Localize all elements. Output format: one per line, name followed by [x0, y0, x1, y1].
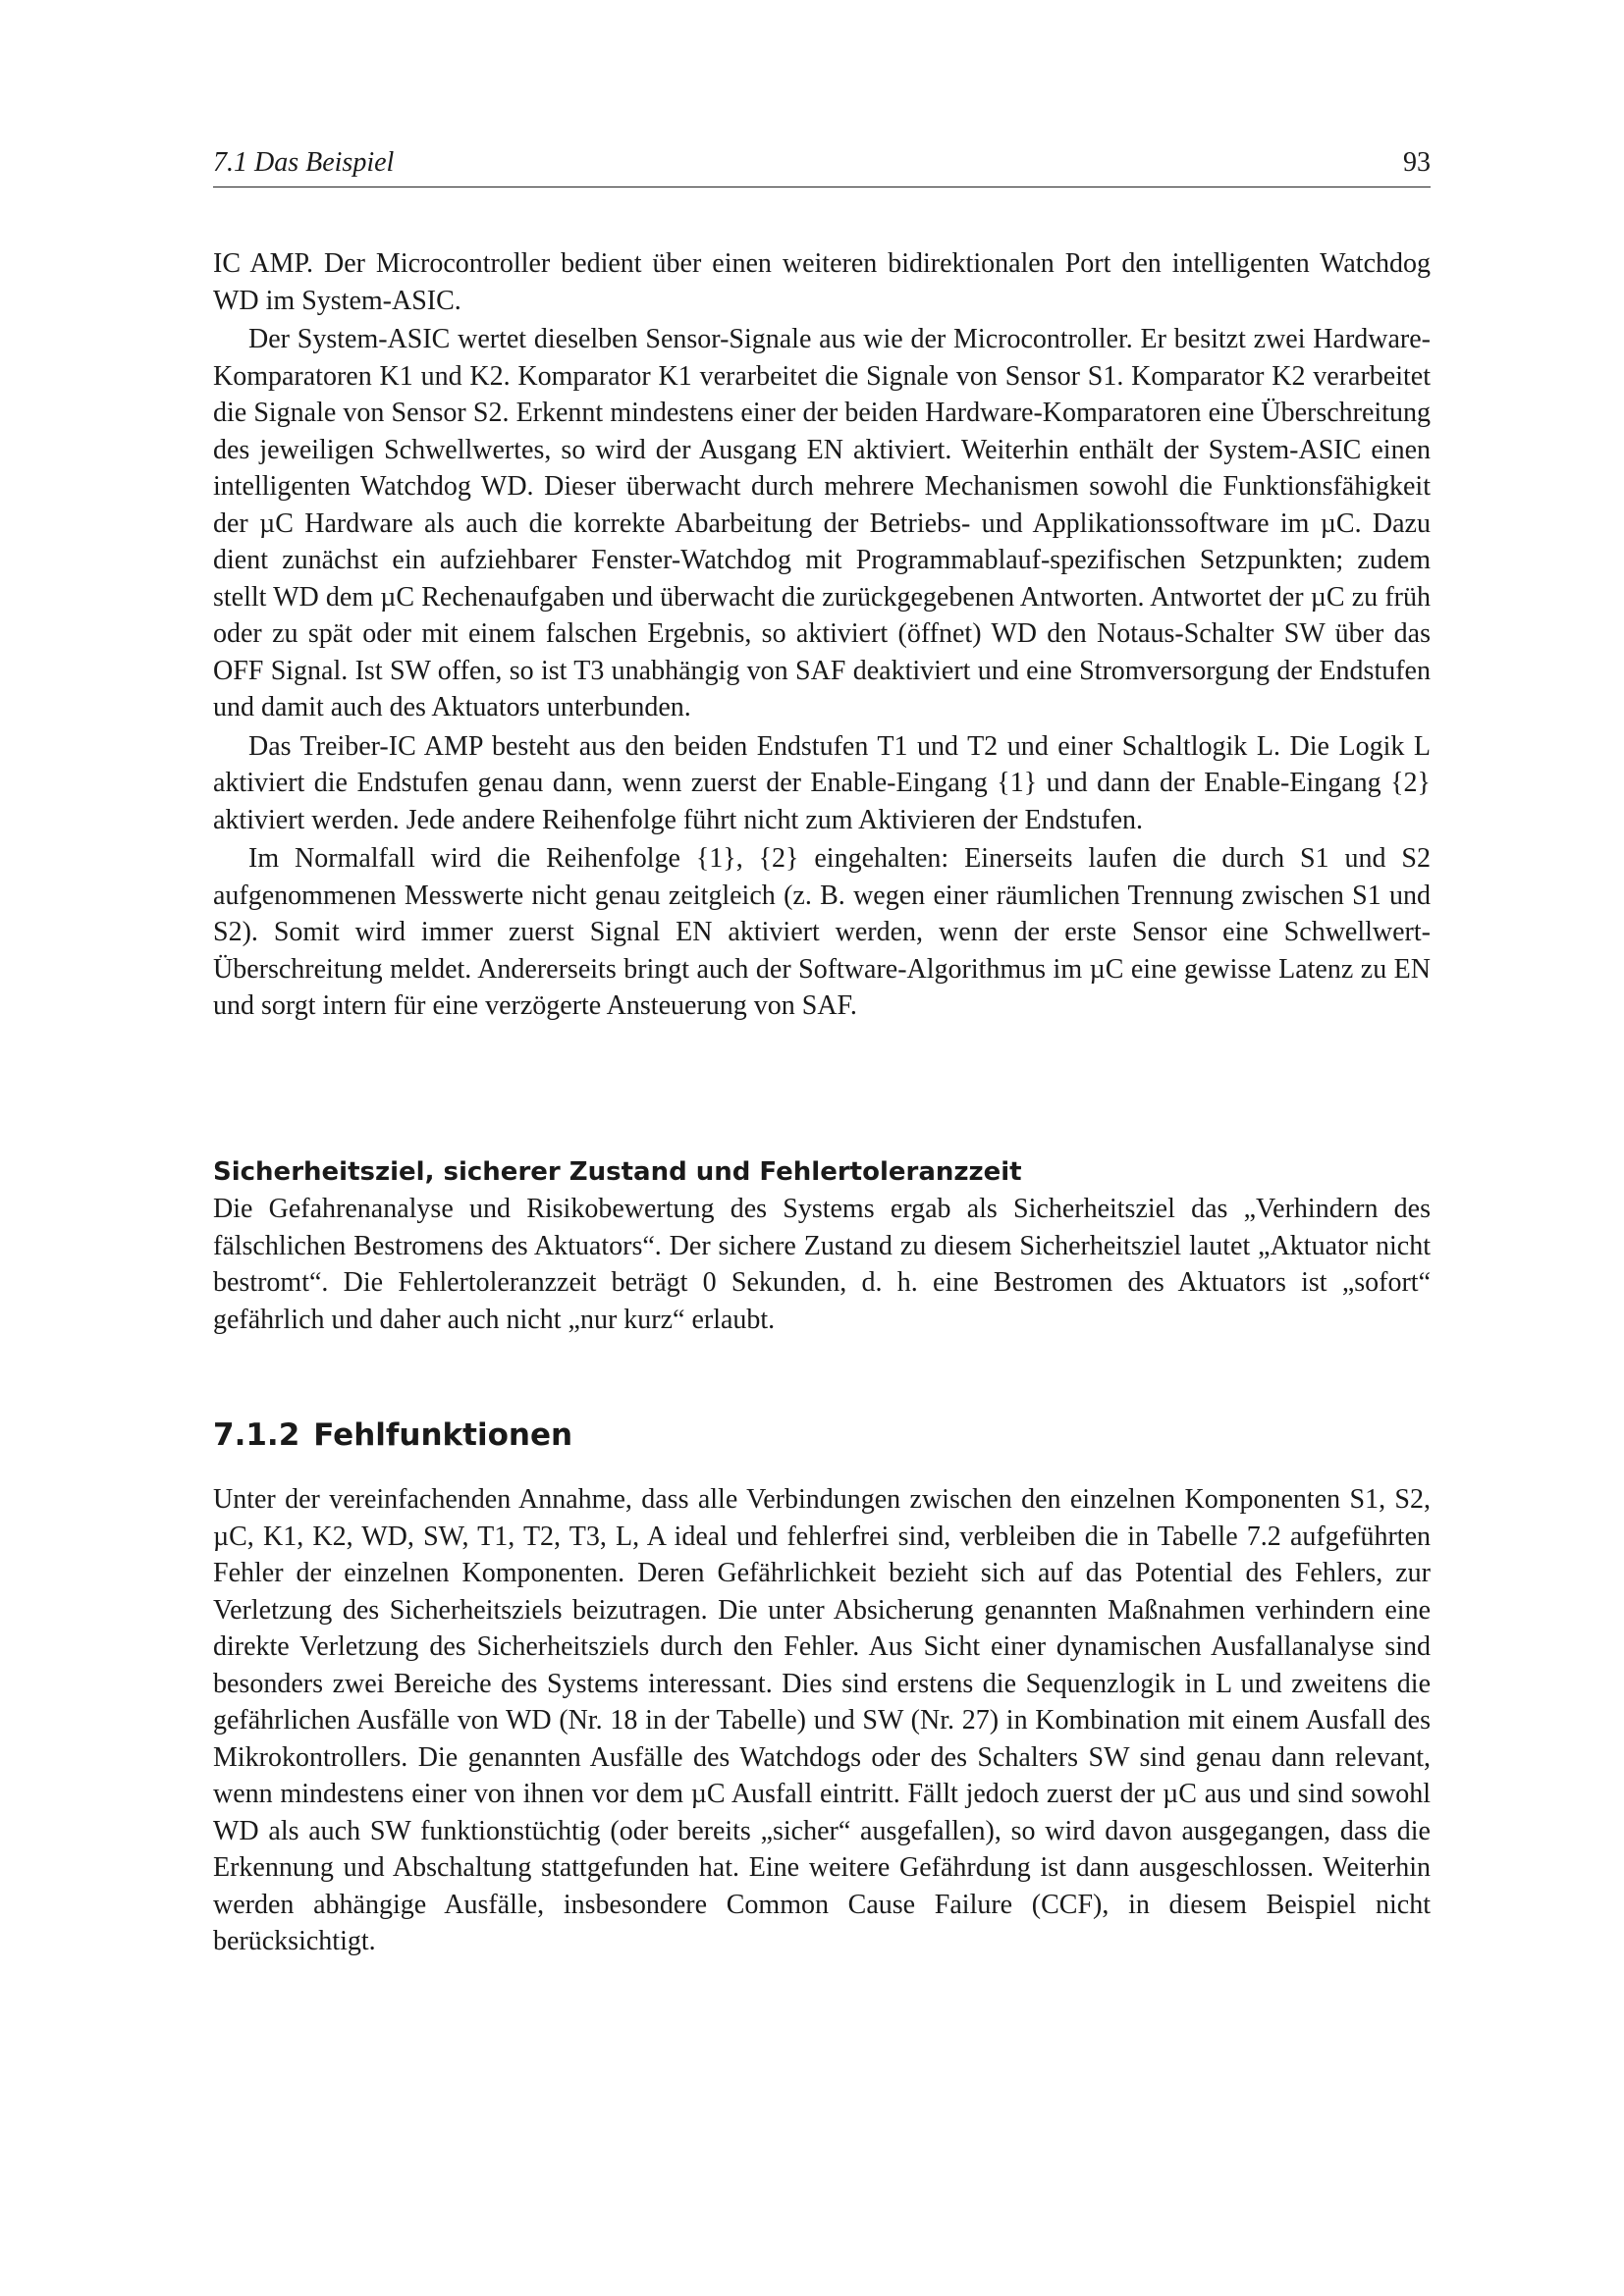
- running-head: [213, 147, 1431, 187]
- body-block-1: [213, 245, 1431, 1025]
- body-block-3: [213, 1481, 1431, 1960]
- section-title: Fehlfunktionen: [313, 1417, 573, 1453]
- paragraph: Im Normalfall wird die Reihenfolge {1}, {2} eingehalten: Einerseits laufen die durch S1 und S2 aufgenommenen Messwerte nicht genau zeitgleich (z. B. wegen einer räumlichen Trennung zwischen S1 und S2). Somit wird immer zuerst Signal EN aktiviert werden, wenn der erste Sensor eine Schwellwert-Überschreitung meldet. Andererseits bringt auch der Software-Algorithmus im µC eine gewisse Latenz zu EN und sorgt intern für eine verzögerte Ansteuerung von SAF.: [213, 843, 1431, 1021]
- paragraph: Unter der vereinfachenden Annahme, dass alle Verbindungen zwischen den einzelnen Komponenten S1, S2, µC, K1, K2, WD, SW, T1, T2, T3, L, A ideal und fehlerfrei sind, verbleiben die in Tabelle 7.2 aufgeführten Fehler der einzelnen Komponenten. Deren Gefährlichkeit bezieht sich auf das Potential des Fehlers, zur Verletzung des Sicherheitsziels beizutragen. Die unter Absicherung genannten Maßnahmen verhindern eine direkte Verletzung des Sicherheitsziels durch den Fehler. Aus Sicht einer dynamischen Ausfallanalyse sind besonders zwei Bereiche des Systems interessant. Dies sind erstens die Sequenzlogik in L und zweitens die gefährlichen Ausfälle von WD (Nr. 18 in der Tabelle) und SW (Nr. 27) in Kombination mit einem Ausfall des Mikrokontrollers. Die genannten Ausfälle des Watchdogs oder des Schalters SW sind genau dann relevant, wenn mindestens einer von ihnen vor dem µC Ausfall eintritt. Fällt jedoch zuerst der µC aus und sind sowohl WD als auch SW funktionstüchtig (oder bereits „sicher“ ausgefallen), so wird davon ausgegangen, dass die Erkennung und Abschaltung stattgefunden hat. Eine weitere Gefährdung ist dann ausgeschlossen. Weiterhin werden abhängige Ausfälle, insbesondere Common Cause Failure (CCF), in diesem Beispiel nicht berücksichtigt.: [213, 1484, 1431, 1956]
- body-block-2: [213, 1191, 1431, 1338]
- section-heading: [213, 1417, 1431, 1453]
- paragraph: Der System-ASIC wertet dieselben Sensor-Signale aus wie der Microcontroller. Er besitzt zwei Hardware-Komparatoren K1 und K2. Komparator K1 verarbeitet die Signale von Sensor S1. Komparator K2 verarbeitet die Signale von Sensor S2. Erkennt mindestens einer der beiden Hardware-Komparatoren eine Überschreitung des jeweiligen Schwellwertes, so wird der Ausgang EN aktiviert. Weiterhin enthält der System-ASIC einen intelligenten Watchdog WD. Dieser überwacht durch mehrere Mechanismen sowohl die Funktionsfähigkeit der µC Hardware als auch die korrekte Abarbeitung der Betriebs- und Applikationssoftware im µC. Dazu dient zunächst ein aufziehbarer Fenster-Watchdog mit Programmablauf-spezifischen Setzpunkten; zudem stellt WD dem µC Rechenaufgaben und überwacht die zurückgegebenen Antworten. Antwortet der µC zu früh oder zu spät oder mit einem falschen Ergebnis, so aktiviert (öffnet) WD den Notaus-Schalter SW über das OFF Signal. Ist SW offen, so ist T3 unabhängig von SAF deaktiviert und eine Stromversorgung der Endstufen und damit auch des Aktuators unterbunden.: [213, 324, 1431, 722]
- paragraph: Die Gefahrenanalyse und Risikobewertung des Systems ergab als Sicherheitsziel das „Verhindern des fälschlichen Bestromens des Aktuators“. Der sichere Zustand zu diesem Sicherheitsziel lautet „Aktuator nicht bestromt“. Die Fehlertoleranzzeit beträgt 0 Sekunden, d. h. eine Bestromen des Aktuators ist „sofort“ gefährlich und daher auch nicht „nur kurz“ erlaubt.: [213, 1194, 1431, 1335]
- paragraph: Das Treiber-IC AMP besteht aus den beiden Endstufen T1 und T2 und einer Schaltlogik L. Die Logik L aktiviert die Endstufen genau dann, wenn zuerst der Enable-Eingang {1} und dann der Enable-Eingang {2} aktiviert werden. Jede andere Reihenfolge führt nicht zum Aktivieren der Endstufen.: [213, 730, 1431, 835]
- section-number: 7.1.2: [213, 1417, 300, 1453]
- paragraph: IC AMP. Der Microcontroller bedient über einen weiteren bidirektionalen Port den intelligenten Watchdog WD im System-ASIC.: [213, 248, 1431, 316]
- running-head-section: 7.1 Das Beispiel: [213, 147, 395, 178]
- page-number: 93: [1403, 147, 1431, 178]
- paragraph-heading: Sicherheitsziel, sicherer Zustand und Fehlertoleranzzeit: [213, 1157, 1022, 1187]
